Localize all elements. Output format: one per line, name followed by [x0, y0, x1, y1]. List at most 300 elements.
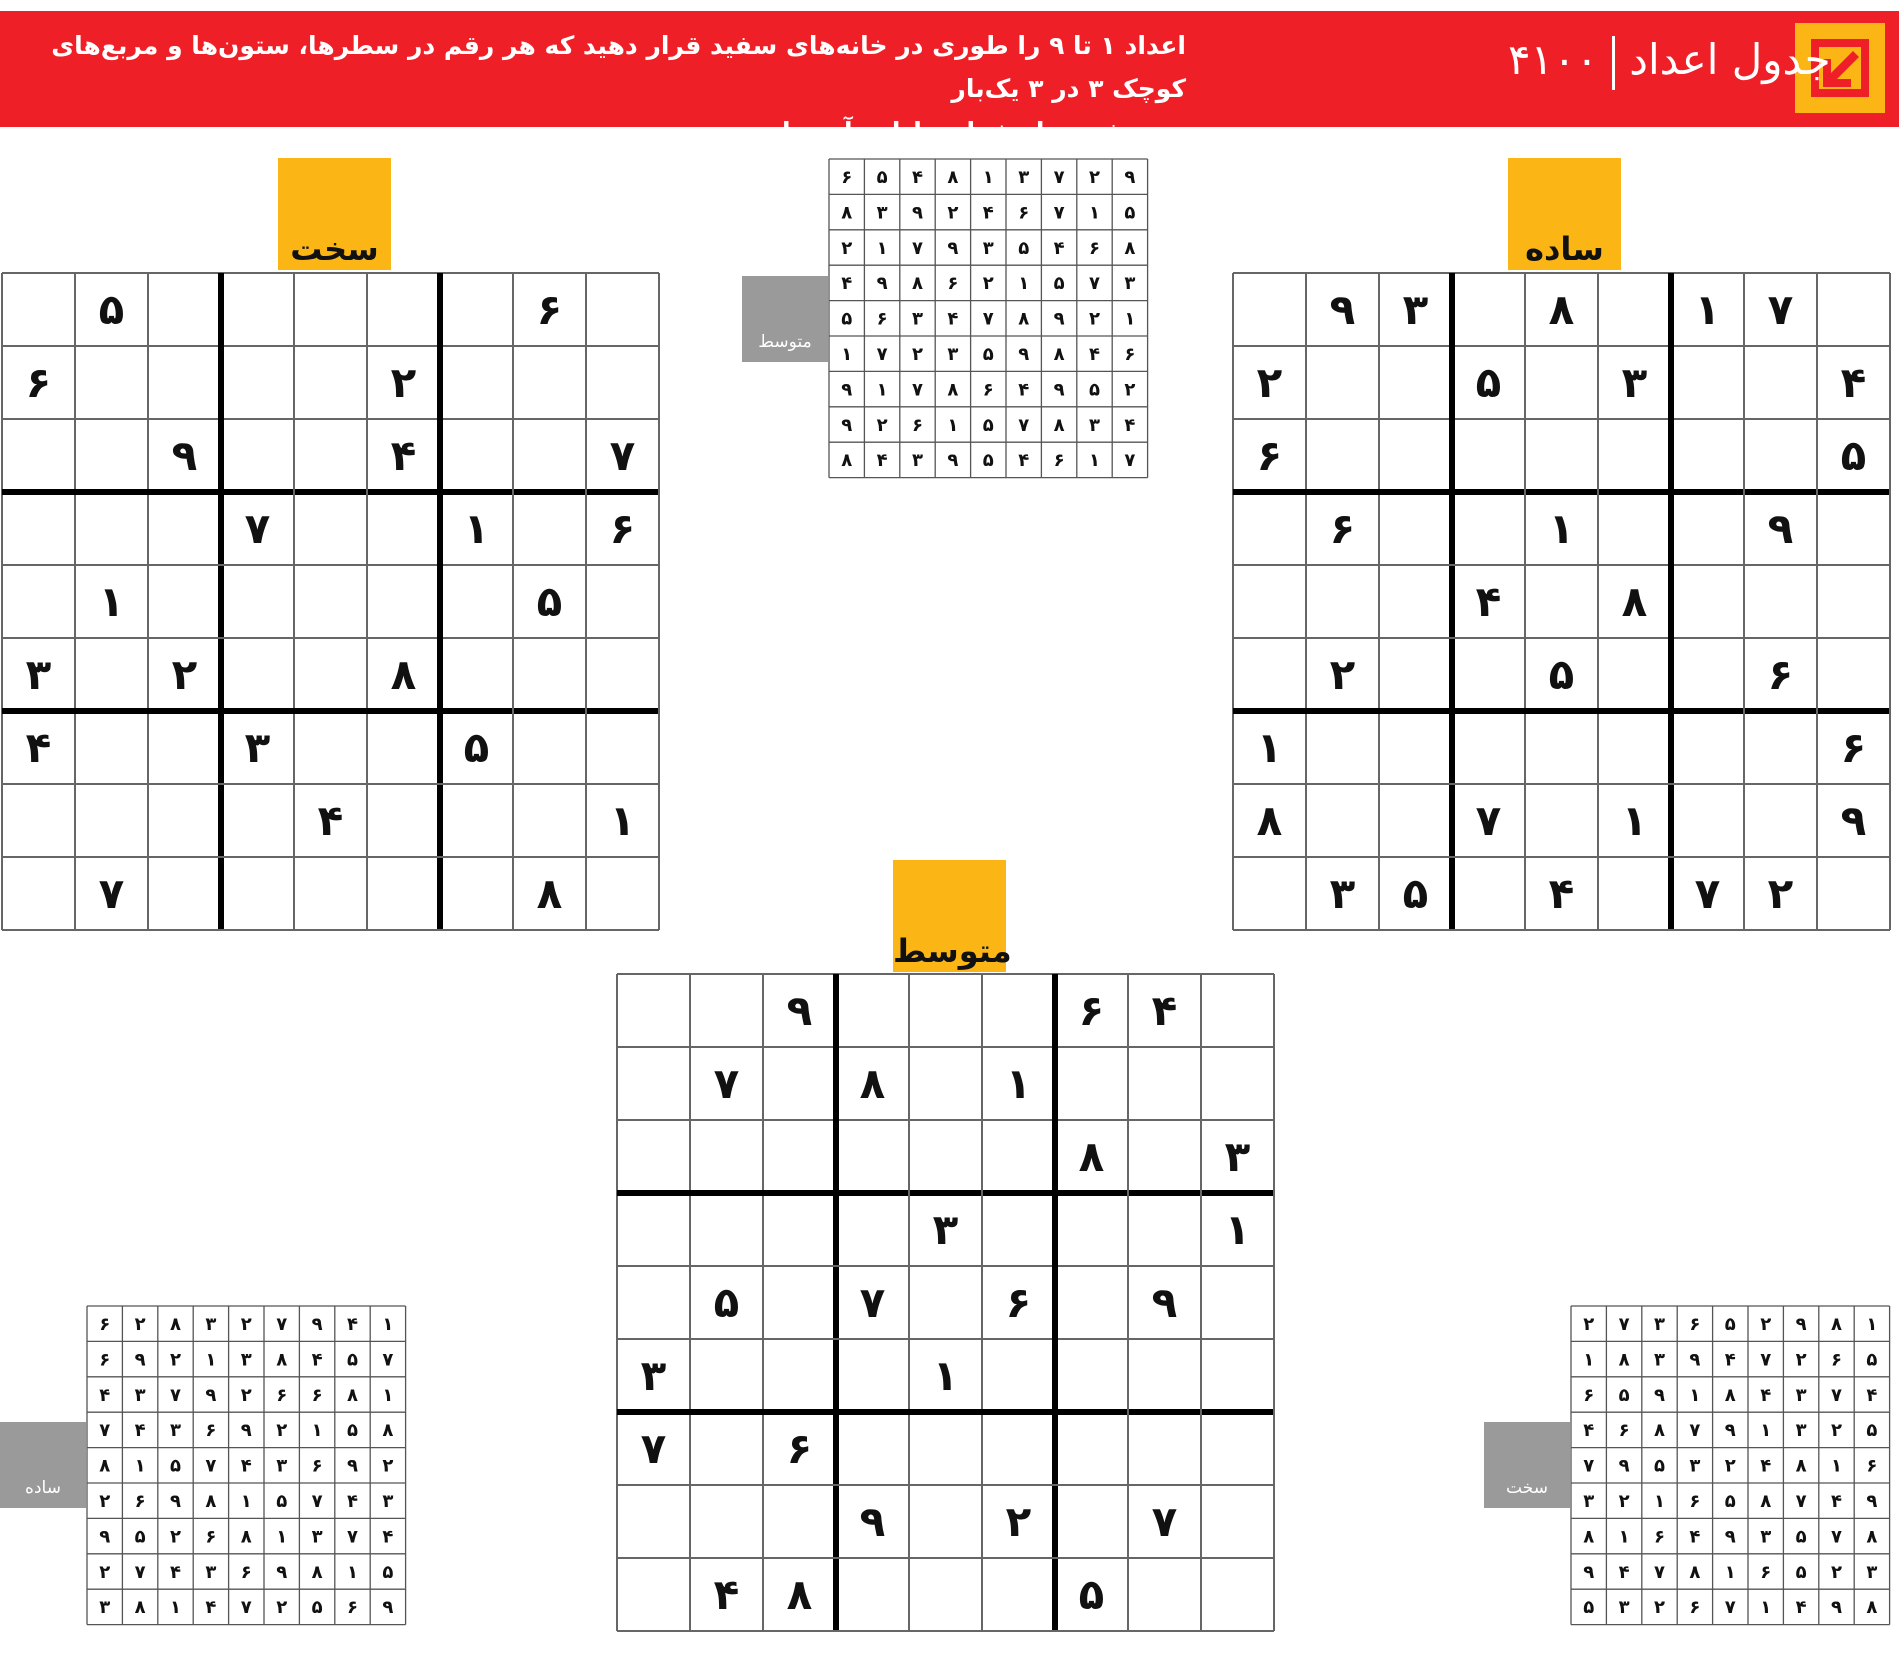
- cell-digit: ۶: [1767, 650, 1794, 700]
- empty-cell[interactable]: [691, 1194, 762, 1265]
- answer-digit: ۸: [1053, 344, 1065, 365]
- empty-cell[interactable]: [837, 1559, 908, 1630]
- answer-digit: ۲: [240, 1314, 252, 1335]
- empty-cell[interactable]: [368, 274, 439, 345]
- answer-digit: ۵: [1654, 1455, 1665, 1477]
- empty-cell[interactable]: [3, 785, 74, 856]
- empty-cell[interactable]: [1056, 1048, 1127, 1119]
- answer-digit: ۶: [1618, 1420, 1630, 1442]
- empty-cell[interactable]: [1599, 274, 1670, 345]
- empty-cell[interactable]: [837, 1121, 908, 1192]
- empty-cell[interactable]: [1672, 420, 1743, 491]
- empty-cell[interactable]: [441, 639, 512, 710]
- empty-cell[interactable]: [1818, 639, 1889, 710]
- empty-cell[interactable]: [1818, 858, 1889, 929]
- empty-cell[interactable]: [1745, 785, 1816, 856]
- empty-cell[interactable]: [1672, 639, 1743, 710]
- empty-cell[interactable]: [910, 1267, 981, 1338]
- empty-cell[interactable]: [1234, 639, 1305, 710]
- answer-digit: ۶: [1866, 1455, 1878, 1477]
- cell-digit: ۲: [390, 358, 417, 408]
- answer-digit: ۶: [134, 1491, 146, 1512]
- answer-digit: ۵: [1583, 1597, 1595, 1619]
- answer-digit: ۶: [276, 1384, 288, 1406]
- cell-digit: ۲: [1005, 1497, 1032, 1547]
- empty-cell[interactable]: [1526, 347, 1597, 418]
- empty-cell[interactable]: [149, 785, 220, 856]
- answer-digit: ۳: [240, 1349, 252, 1371]
- empty-cell[interactable]: [1129, 1121, 1200, 1192]
- answer-digit: ۹: [1053, 308, 1065, 330]
- empty-cell[interactable]: [1526, 785, 1597, 856]
- empty-cell[interactable]: [1307, 712, 1378, 783]
- cell-digit: ۵: [1402, 869, 1429, 919]
- empty-cell[interactable]: [587, 639, 658, 710]
- empty-cell[interactable]: [1129, 1559, 1200, 1630]
- answer-digit: ۱: [347, 1561, 358, 1583]
- answer-digit: ۱: [170, 1597, 181, 1619]
- empty-cell[interactable]: [587, 858, 658, 929]
- answer-digit: ۸: [912, 273, 923, 295]
- empty-cell[interactable]: [1380, 712, 1451, 783]
- cell-digit: ۱: [609, 796, 636, 846]
- empty-cell[interactable]: [837, 975, 908, 1046]
- answer-digit: ۳: [134, 1384, 146, 1406]
- empty-cell[interactable]: [618, 1559, 689, 1630]
- empty-cell[interactable]: [1818, 493, 1889, 564]
- answer-digit: ۴: [841, 273, 853, 295]
- answer-digit: ۶: [1053, 450, 1065, 472]
- empty-cell[interactable]: [910, 1486, 981, 1557]
- empty-cell[interactable]: [1453, 639, 1524, 710]
- empty-cell[interactable]: [764, 1194, 835, 1265]
- empty-cell[interactable]: [764, 1048, 835, 1119]
- answer-digit: ۴: [1018, 379, 1030, 401]
- empty-cell[interactable]: [1745, 566, 1816, 637]
- answer-digit: ۹: [99, 1526, 111, 1548]
- empty-cell[interactable]: [618, 1121, 689, 1192]
- empty-cell[interactable]: [295, 347, 366, 418]
- empty-cell[interactable]: [1056, 1486, 1127, 1557]
- answer-digit: ۹: [1124, 167, 1136, 188]
- empty-cell[interactable]: [368, 858, 439, 929]
- cell-digit: ۷: [640, 1424, 667, 1474]
- cell-digit: ۹: [1151, 1278, 1178, 1328]
- answer-digit: ۵: [134, 1526, 146, 1548]
- cell-digit: ۸: [536, 869, 563, 919]
- empty-cell[interactable]: [764, 1340, 835, 1411]
- empty-cell[interactable]: [76, 639, 147, 710]
- empty-cell[interactable]: [618, 1048, 689, 1119]
- instructions: [20, 24, 1186, 153]
- empty-cell[interactable]: [368, 493, 439, 564]
- empty-cell[interactable]: [441, 274, 512, 345]
- answer-digit: ۳: [1795, 1384, 1807, 1406]
- answer-digit: ۲: [99, 1561, 111, 1583]
- empty-cell[interactable]: [149, 274, 220, 345]
- cell-digit: ۵: [1548, 650, 1575, 700]
- empty-cell[interactable]: [1129, 1413, 1200, 1484]
- answer-digit: ۵: [347, 1349, 358, 1371]
- empty-cell[interactable]: [514, 785, 585, 856]
- answer-digit: ۱: [1654, 1491, 1665, 1512]
- empty-cell[interactable]: [1380, 639, 1451, 710]
- empty-cell[interactable]: [837, 1340, 908, 1411]
- answer-digit: ۲: [1831, 1561, 1842, 1583]
- answer-digit: ۷: [876, 344, 888, 365]
- answer-digit: ۷: [1654, 1561, 1665, 1583]
- answer-digit: ۲: [1724, 1455, 1736, 1477]
- empty-cell[interactable]: [983, 975, 1054, 1046]
- empty-cell[interactable]: [76, 712, 147, 783]
- empty-cell[interactable]: [1234, 493, 1305, 564]
- empty-cell[interactable]: [1526, 566, 1597, 637]
- answer-digit: ۱: [1760, 1597, 1772, 1619]
- answer-digit: ۸: [1795, 1455, 1807, 1477]
- empty-cell[interactable]: [764, 1486, 835, 1557]
- answer-digit: ۶: [1654, 1526, 1665, 1548]
- empty-cell[interactable]: [1202, 1559, 1273, 1630]
- answer-digit: ۷: [347, 1526, 358, 1548]
- empty-cell[interactable]: [1129, 1048, 1200, 1119]
- answer-digit: ۶: [1583, 1384, 1595, 1406]
- empty-cell[interactable]: [295, 420, 366, 491]
- empty-cell[interactable]: [691, 1121, 762, 1192]
- empty-cell[interactable]: [222, 420, 293, 491]
- answer-digit: ۷: [276, 1314, 288, 1335]
- answer-digit: ۲: [240, 1384, 252, 1406]
- answer-digit: ۱: [1089, 450, 1100, 472]
- empty-cell[interactable]: [514, 712, 585, 783]
- answer-digit: ۳: [1583, 1491, 1595, 1512]
- empty-cell[interactable]: [1380, 785, 1451, 856]
- medium-answer-label: متوسط: [758, 332, 812, 352]
- empty-cell[interactable]: [514, 493, 585, 564]
- page-title: [1490, 35, 1831, 90]
- answer-digit: ۳: [1866, 1561, 1878, 1583]
- empty-cell[interactable]: [441, 858, 512, 929]
- empty-cell[interactable]: [1745, 347, 1816, 418]
- answer-digit: ۲: [276, 1597, 288, 1619]
- cell-digit: ۹: [1329, 285, 1356, 335]
- empty-cell[interactable]: [295, 566, 366, 637]
- empty-cell[interactable]: [1307, 566, 1378, 637]
- empty-cell[interactable]: [1599, 493, 1670, 564]
- empty-cell[interactable]: [1056, 1267, 1127, 1338]
- empty-cell[interactable]: [76, 493, 147, 564]
- empty-cell[interactable]: [149, 493, 220, 564]
- answer-digit: ۱: [1089, 202, 1100, 224]
- empty-cell[interactable]: [1599, 420, 1670, 491]
- empty-cell[interactable]: [1129, 1340, 1200, 1411]
- answer-digit: ۳: [1018, 167, 1030, 188]
- empty-cell[interactable]: [691, 1340, 762, 1411]
- empty-cell[interactable]: [1307, 785, 1378, 856]
- empty-cell[interactable]: [149, 712, 220, 783]
- answer-digit: ۶: [1831, 1349, 1842, 1371]
- answer-digit: ۹: [876, 273, 888, 295]
- empty-cell[interactable]: [618, 975, 689, 1046]
- cell-digit: ۳: [1329, 869, 1356, 919]
- answer-digit: ۸: [1689, 1561, 1701, 1583]
- answer-digit: ۶: [311, 1455, 323, 1477]
- answer-digit: ۹: [1618, 1455, 1630, 1477]
- answer-digit: ۲: [276, 1420, 288, 1442]
- empty-cell[interactable]: [1526, 712, 1597, 783]
- cell-digit: ۵: [463, 723, 490, 773]
- answer-digit: ۴: [170, 1561, 181, 1583]
- answer-digit: ۷: [1053, 167, 1065, 188]
- answer-digit: ۹: [134, 1349, 146, 1371]
- cell-digit: ۲: [1256, 358, 1283, 408]
- empty-cell[interactable]: [1380, 347, 1451, 418]
- empty-cell[interactable]: [295, 858, 366, 929]
- empty-cell[interactable]: [910, 1121, 981, 1192]
- empty-cell[interactable]: [910, 975, 981, 1046]
- answer-digit: ۹: [205, 1384, 217, 1406]
- answer-digit: ۲: [947, 202, 959, 224]
- empty-cell[interactable]: [76, 785, 147, 856]
- answer-digit: ۳: [170, 1420, 181, 1442]
- answer-digit: ۲: [1089, 308, 1100, 330]
- cell-digit: ۷: [713, 1059, 740, 1109]
- empty-cell[interactable]: [1202, 975, 1273, 1046]
- empty-cell[interactable]: [983, 1340, 1054, 1411]
- empty-cell[interactable]: [368, 566, 439, 637]
- empty-cell[interactable]: [3, 420, 74, 491]
- empty-cell[interactable]: [441, 347, 512, 418]
- empty-cell[interactable]: [3, 566, 74, 637]
- cell-digit: ۵: [1078, 1570, 1105, 1620]
- empty-cell[interactable]: [1234, 858, 1305, 929]
- cell-digit: ۲: [171, 650, 198, 700]
- empty-cell[interactable]: [295, 493, 366, 564]
- empty-cell[interactable]: [222, 274, 293, 345]
- empty-cell[interactable]: [76, 420, 147, 491]
- answer-digit: ۵: [1866, 1349, 1878, 1371]
- empty-cell[interactable]: [618, 1486, 689, 1557]
- empty-cell[interactable]: [295, 712, 366, 783]
- empty-cell[interactable]: [1599, 639, 1670, 710]
- cell-digit: ۱: [1694, 285, 1721, 335]
- empty-cell[interactable]: [368, 712, 439, 783]
- empty-cell[interactable]: [691, 1486, 762, 1557]
- empty-cell[interactable]: [1453, 858, 1524, 929]
- answer-digit: ۹: [347, 1455, 358, 1477]
- empty-cell[interactable]: [222, 566, 293, 637]
- empty-cell[interactable]: [1526, 420, 1597, 491]
- hard-puzzle-grid: [1, 272, 660, 931]
- empty-cell[interactable]: [222, 858, 293, 929]
- empty-cell[interactable]: [983, 1194, 1054, 1265]
- empty-cell[interactable]: [1672, 712, 1743, 783]
- empty-cell[interactable]: [983, 1121, 1054, 1192]
- empty-cell[interactable]: [1056, 1340, 1127, 1411]
- empty-cell[interactable]: [910, 1559, 981, 1630]
- empty-cell[interactable]: [1599, 858, 1670, 929]
- empty-cell[interactable]: [149, 858, 220, 929]
- answer-digit: ۸: [1866, 1526, 1878, 1548]
- answer-digit: ۷: [1689, 1420, 1701, 1442]
- answer-digit: ۱: [841, 344, 853, 365]
- cell-digit: ۲: [1767, 869, 1794, 919]
- empty-cell[interactable]: [441, 420, 512, 491]
- answer-digit: ۷: [1831, 1384, 1842, 1406]
- answer-digit: ۸: [205, 1491, 217, 1512]
- empty-cell[interactable]: [618, 1194, 689, 1265]
- empty-cell[interactable]: [1818, 274, 1889, 345]
- empty-cell[interactable]: [1453, 712, 1524, 783]
- answer-digit: ۲: [382, 1455, 394, 1477]
- empty-cell[interactable]: [441, 785, 512, 856]
- cell-digit: ۹: [859, 1497, 886, 1547]
- empty-cell[interactable]: [587, 274, 658, 345]
- empty-cell[interactable]: [837, 1413, 908, 1484]
- cell-digit: ۱: [932, 1351, 959, 1401]
- empty-cell[interactable]: [514, 639, 585, 710]
- empty-cell[interactable]: [1202, 1048, 1273, 1119]
- answer-digit: ۸: [134, 1597, 146, 1619]
- empty-cell[interactable]: [587, 347, 658, 418]
- answer-digit: ۸: [1831, 1314, 1842, 1335]
- empty-cell[interactable]: [1672, 566, 1743, 637]
- empty-cell[interactable]: [295, 639, 366, 710]
- empty-cell[interactable]: [1380, 566, 1451, 637]
- answer-digit: ۶: [1689, 1314, 1701, 1335]
- empty-cell[interactable]: [149, 566, 220, 637]
- cell-digit: ۹: [171, 431, 198, 481]
- empty-cell[interactable]: [1599, 712, 1670, 783]
- easy-answer-label: ساده: [25, 1478, 61, 1498]
- empty-cell[interactable]: [587, 566, 658, 637]
- medium-answer-tab: [742, 276, 828, 362]
- easy-answer-grid: [86, 1305, 407, 1630]
- empty-cell[interactable]: [691, 1413, 762, 1484]
- empty-cell[interactable]: [1745, 420, 1816, 491]
- empty-cell[interactable]: [149, 347, 220, 418]
- answer-digit: ۶: [1018, 202, 1030, 224]
- answer-digit: ۷: [982, 308, 994, 330]
- cell-digit: ۴: [317, 796, 344, 846]
- empty-cell[interactable]: [1453, 274, 1524, 345]
- empty-cell[interactable]: [910, 1413, 981, 1484]
- empty-cell[interactable]: [1380, 493, 1451, 564]
- empty-cell[interactable]: [1056, 1194, 1127, 1265]
- answer-digit: ۷: [1724, 1597, 1736, 1619]
- empty-cell[interactable]: [764, 1121, 835, 1192]
- empty-cell[interactable]: [587, 712, 658, 783]
- answer-digit: ۲: [1618, 1491, 1630, 1512]
- answer-digit: ۶: [99, 1349, 111, 1371]
- empty-cell[interactable]: [1234, 274, 1305, 345]
- answer-digit: ۵: [347, 1420, 358, 1442]
- sudoku-grid-svg: [1232, 272, 1891, 931]
- empty-cell[interactable]: [514, 347, 585, 418]
- answer-digit: ۴: [99, 1384, 111, 1406]
- answer-digit: ۱: [1831, 1455, 1842, 1477]
- empty-cell[interactable]: [441, 566, 512, 637]
- answer-digit: ۷: [170, 1384, 181, 1406]
- empty-cell[interactable]: [1202, 1340, 1273, 1411]
- answer-digit: ۴: [947, 308, 959, 330]
- answer-digit: ۳: [99, 1597, 111, 1619]
- empty-cell[interactable]: [618, 1267, 689, 1338]
- empty-cell[interactable]: [1202, 1413, 1273, 1484]
- cell-digit: ۱: [1548, 504, 1575, 554]
- cell-digit: ۴: [25, 723, 52, 773]
- answer-digit: ۵: [276, 1491, 288, 1512]
- empty-cell[interactable]: [1818, 566, 1889, 637]
- empty-cell[interactable]: [222, 347, 293, 418]
- answer-digit: ۶: [99, 1314, 111, 1335]
- easy-answer-tab: [0, 1422, 86, 1508]
- answer-digit: ۱: [982, 167, 994, 188]
- empty-cell[interactable]: [222, 639, 293, 710]
- empty-cell[interactable]: [983, 1413, 1054, 1484]
- empty-cell[interactable]: [3, 858, 74, 929]
- answer-digit: ۵: [170, 1455, 181, 1477]
- empty-cell[interactable]: [3, 493, 74, 564]
- empty-cell[interactable]: [1202, 1267, 1273, 1338]
- empty-cell[interactable]: [1672, 347, 1743, 418]
- answer-digit: ۴: [205, 1597, 217, 1619]
- cell-digit: ۳: [1224, 1132, 1251, 1182]
- empty-cell[interactable]: [983, 1559, 1054, 1630]
- empty-cell[interactable]: [295, 274, 366, 345]
- answer-digit: ۲: [134, 1314, 146, 1335]
- answer-digit: ۵: [311, 1597, 323, 1619]
- answer-digit: ۸: [311, 1561, 323, 1583]
- empty-cell[interactable]: [1307, 420, 1378, 491]
- empty-cell[interactable]: [222, 785, 293, 856]
- cell-digit: ۵: [98, 285, 125, 335]
- answer-digit: ۷: [912, 379, 923, 401]
- empty-cell[interactable]: [837, 1194, 908, 1265]
- title-divider: [1612, 36, 1615, 90]
- answer-digit: ۹: [947, 450, 959, 472]
- answer-digit: ۲: [99, 1491, 111, 1512]
- answer-digit: ۱: [1583, 1349, 1595, 1371]
- empty-cell[interactable]: [910, 1048, 981, 1119]
- empty-cell[interactable]: [76, 347, 147, 418]
- empty-cell[interactable]: [368, 785, 439, 856]
- empty-cell[interactable]: [1380, 420, 1451, 491]
- empty-cell[interactable]: [1453, 420, 1524, 491]
- empty-cell[interactable]: [3, 274, 74, 345]
- empty-cell[interactable]: [1056, 1413, 1127, 1484]
- answer-digit: ۸: [947, 379, 959, 401]
- empty-cell[interactable]: [1745, 712, 1816, 783]
- answer-digit: ۸: [841, 450, 853, 472]
- empty-cell[interactable]: [1307, 347, 1378, 418]
- cell-digit: ۵: [713, 1278, 740, 1328]
- empty-cell[interactable]: [1672, 493, 1743, 564]
- answer-digit: ۲: [1124, 379, 1136, 401]
- empty-cell[interactable]: [764, 1267, 835, 1338]
- empty-cell[interactable]: [514, 420, 585, 491]
- answer-digit: ۲: [1795, 1349, 1807, 1371]
- empty-cell[interactable]: [1453, 493, 1524, 564]
- empty-cell[interactable]: [1672, 785, 1743, 856]
- empty-cell[interactable]: [1202, 1486, 1273, 1557]
- answer-digit: ۱: [876, 379, 888, 401]
- instructions-line-1: اعداد ۱ تا ۹ را طوری در خانه‌های سفید قرار دهید که هر رقم در سطرها، ستون‌ها و مربع‌های کوچک ۳ در ۳ یک‌بار: [51, 31, 1186, 103]
- empty-cell[interactable]: [1129, 1194, 1200, 1265]
- empty-cell[interactable]: [1234, 566, 1305, 637]
- empty-cell[interactable]: [691, 975, 762, 1046]
- cell-digit: ۱: [1621, 796, 1648, 846]
- cell-digit: ۳: [1402, 285, 1429, 335]
